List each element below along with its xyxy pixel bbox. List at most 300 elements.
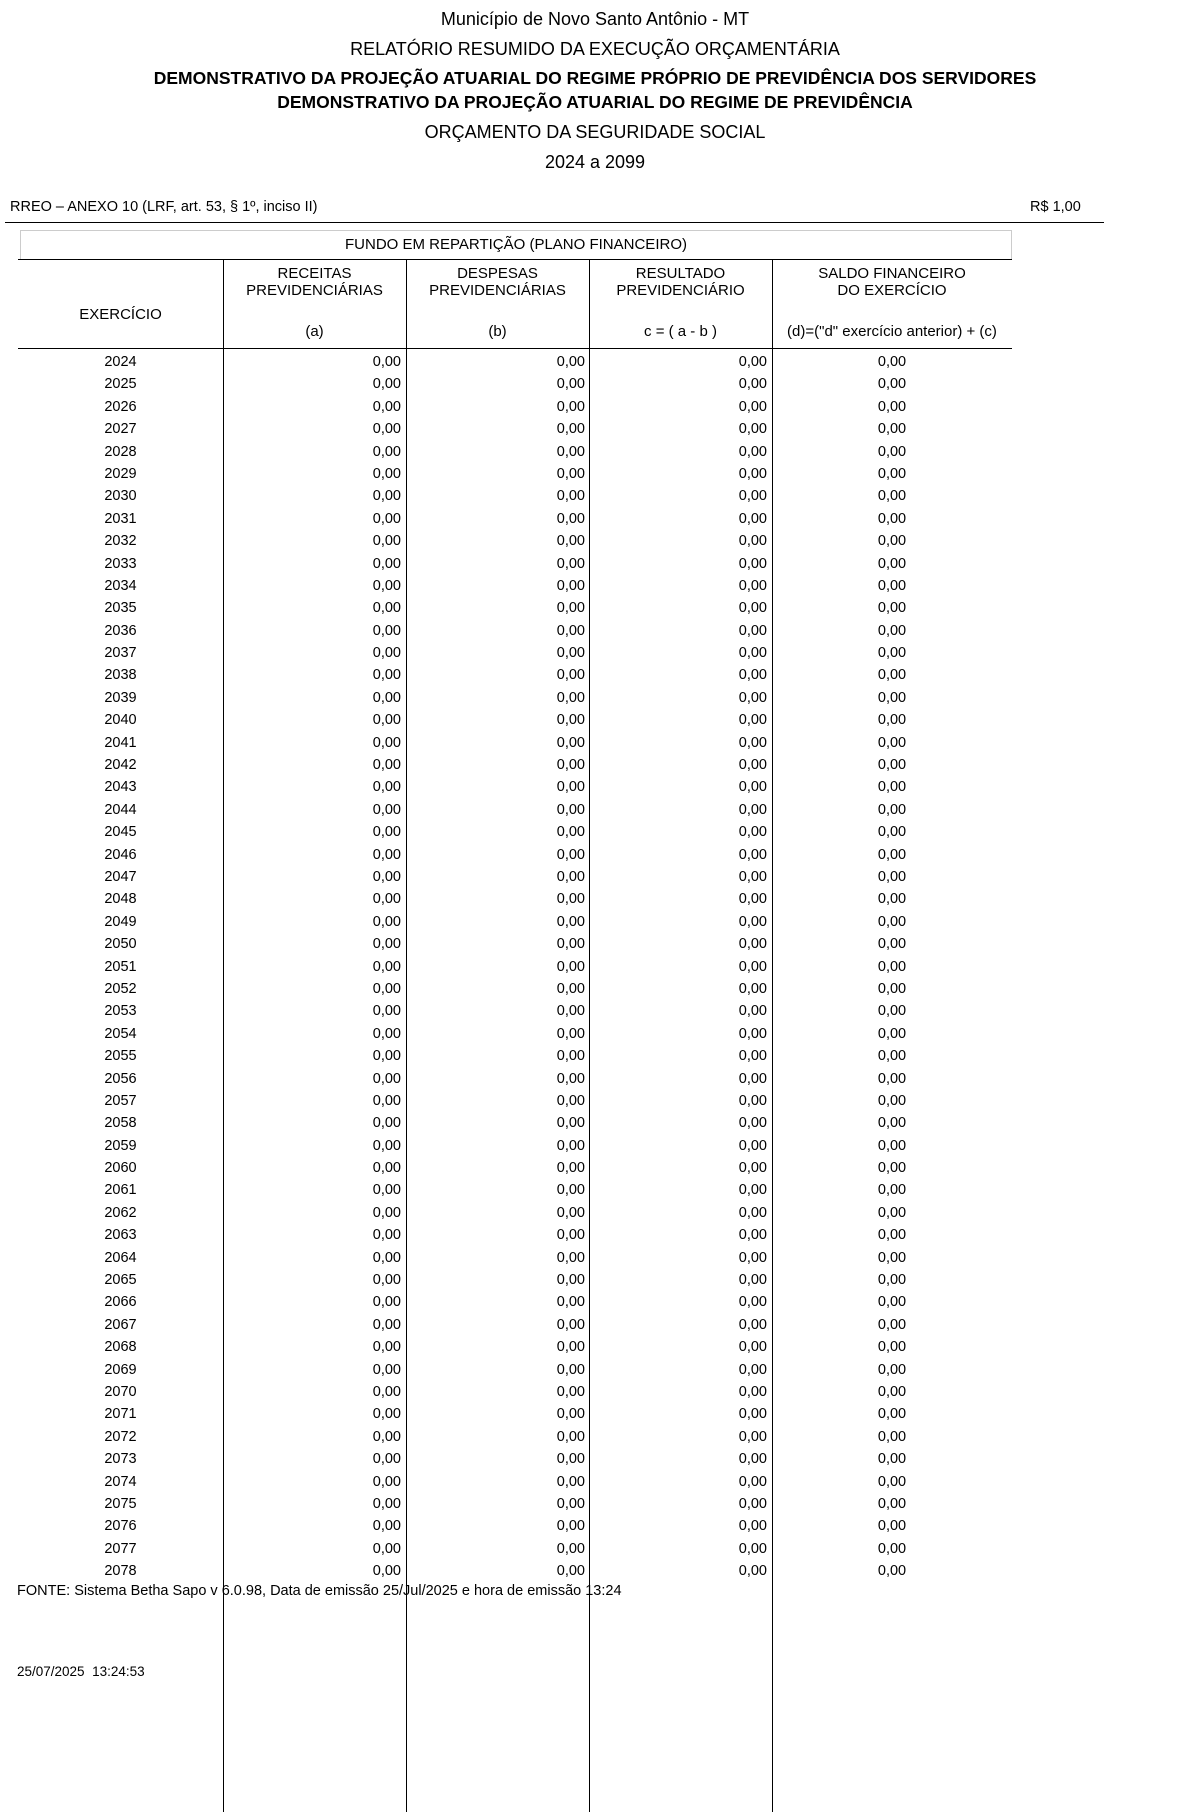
cell-despesas: 0,00: [556, 1540, 585, 1557]
cell-receitas: 0,00: [372, 1003, 401, 1020]
cell-exercicio: 2076: [104, 1518, 137, 1535]
table-header-bottom-line: [18, 348, 1012, 349]
table-row: [18, 1068, 1012, 1090]
table-row: [18, 821, 1012, 843]
col-header-despesas-l3: (b): [488, 323, 507, 340]
cell-resultado: 0,00: [738, 376, 767, 393]
cell-receitas: 0,00: [372, 398, 401, 415]
cell-saldo: 0,00: [877, 533, 907, 550]
cell-resultado: 0,00: [738, 354, 767, 370]
table-row: [18, 687, 1012, 709]
cell-exercicio: 2037: [104, 645, 137, 662]
cell-resultado: 0,00: [738, 1316, 767, 1333]
cell-receitas: 0,00: [372, 600, 401, 617]
cell-despesas: 0,00: [556, 757, 585, 774]
cell-resultado: 0,00: [738, 533, 767, 550]
col-header-saldo-l3: (d)=("d" exercício anterior) + (c): [787, 323, 997, 340]
cell-exercicio: 2059: [104, 1137, 137, 1154]
table-row: [18, 620, 1012, 642]
cell-saldo: 0,00: [877, 891, 907, 908]
col-header-saldo-l2: DO EXERCÍCIO: [837, 282, 947, 299]
table-row: [18, 485, 1012, 507]
cell-exercicio: 2038: [104, 667, 137, 684]
table-row: [18, 642, 1012, 664]
cell-resultado: 0,00: [738, 645, 767, 662]
cell-exercicio: 2048: [104, 891, 137, 908]
cell-exercicio: 2039: [104, 689, 137, 706]
cell-receitas: 0,00: [372, 801, 401, 818]
cell-saldo: 0,00: [877, 846, 907, 863]
cell-resultado: 0,00: [738, 757, 767, 774]
cell-exercicio: 2035: [104, 600, 137, 617]
cell-despesas: 0,00: [556, 868, 585, 885]
cell-receitas: 0,00: [372, 1473, 401, 1490]
cell-receitas: 0,00: [372, 1272, 401, 1289]
cell-saldo: 0,00: [877, 667, 907, 684]
table-row: [18, 553, 1012, 575]
cell-exercicio: 2025: [104, 376, 137, 393]
cell-saldo: 0,00: [877, 577, 907, 594]
cell-receitas: 0,00: [372, 936, 401, 953]
cell-receitas: 0,00: [372, 1070, 401, 1087]
cell-receitas: 0,00: [372, 1115, 401, 1132]
cell-resultado: 0,00: [738, 734, 767, 751]
cell-exercicio: 2047: [104, 868, 137, 885]
cell-resultado: 0,00: [738, 1048, 767, 1065]
cell-despesas: 0,00: [556, 645, 585, 662]
cell-exercicio: 2029: [104, 465, 137, 482]
table-row: [18, 575, 1012, 597]
cell-receitas: 0,00: [372, 1160, 401, 1177]
cell-receitas: 0,00: [372, 555, 401, 572]
cell-exercicio: 2056: [104, 1070, 137, 1087]
cell-resultado: 0,00: [738, 555, 767, 572]
cell-saldo: 0,00: [877, 779, 907, 796]
cell-despesas: 0,00: [556, 1563, 585, 1580]
cell-exercicio: 2078: [104, 1563, 137, 1580]
cell-saldo: 0,00: [877, 734, 907, 751]
header-divider: [5, 222, 1104, 223]
cell-receitas: 0,00: [372, 779, 401, 796]
table-row: [18, 978, 1012, 1000]
cell-despesas: 0,00: [556, 1204, 585, 1221]
cell-exercicio: 2052: [104, 980, 137, 997]
cell-receitas: 0,00: [372, 667, 401, 684]
cell-exercicio: 2044: [104, 801, 137, 818]
cell-saldo: 0,00: [877, 488, 907, 505]
table-row: [18, 373, 1012, 395]
cell-saldo: 0,00: [877, 1115, 907, 1132]
col-header-resultado-l1: RESULTADO: [635, 265, 726, 282]
cell-saldo: 0,00: [877, 1428, 907, 1445]
cell-despesas: 0,00: [556, 1137, 585, 1154]
cell-receitas: 0,00: [372, 913, 401, 930]
cell-despesas: 0,00: [556, 1249, 585, 1266]
cell-saldo: 0,00: [877, 1249, 907, 1266]
cell-resultado: 0,00: [738, 600, 767, 617]
cell-receitas: 0,00: [372, 1182, 401, 1199]
municipio-title: Município de Novo Santo Antônio - MT: [440, 9, 750, 29]
cell-saldo: 0,00: [877, 1361, 907, 1378]
cell-resultado: 0,00: [738, 1339, 767, 1356]
cell-saldo: 0,00: [877, 465, 907, 482]
cell-resultado: 0,00: [738, 1406, 767, 1423]
cell-resultado: 0,00: [738, 577, 767, 594]
cell-receitas: 0,00: [372, 488, 401, 505]
table-row: [18, 1112, 1012, 1134]
cell-exercicio: 2024: [104, 354, 137, 370]
cell-exercicio: 2040: [104, 712, 137, 729]
cell-saldo: 0,00: [877, 421, 907, 438]
cell-receitas: 0,00: [372, 1495, 401, 1512]
cell-resultado: 0,00: [738, 1361, 767, 1378]
cell-saldo: 0,00: [877, 1272, 907, 1289]
table-row: [18, 1359, 1012, 1381]
cell-despesas: 0,00: [556, 1025, 585, 1042]
cell-receitas: 0,00: [372, 1025, 401, 1042]
cell-exercicio: 2066: [104, 1294, 137, 1311]
cell-despesas: 0,00: [556, 1048, 585, 1065]
cell-exercicio: 2068: [104, 1339, 137, 1356]
cell-exercicio: 2036: [104, 622, 137, 639]
cell-saldo: 0,00: [877, 1070, 907, 1087]
cell-exercicio: 2032: [104, 533, 137, 550]
col-header-receitas-l1: RECEITAS: [277, 265, 352, 282]
cell-exercicio: 2062: [104, 1204, 137, 1221]
table-row: [18, 1381, 1012, 1403]
cell-resultado: 0,00: [738, 1518, 767, 1535]
cell-exercicio: 2072: [104, 1428, 137, 1445]
cell-despesas: 0,00: [556, 1182, 585, 1199]
cell-resultado: 0,00: [738, 667, 767, 684]
table-body: [18, 351, 1012, 1582]
cell-saldo: 0,00: [877, 913, 907, 930]
table-row: [18, 1090, 1012, 1112]
cell-despesas: 0,00: [556, 1361, 585, 1378]
demonstrativo-rpps-text: DEMONSTRATIVO DA PROJEÇÃO ATUARIAL DO REGIME PRÓPRIO DE PREVIDÊNCIA DOS SERVIDORES: [153, 68, 1037, 88]
cell-exercicio: 2057: [104, 1092, 137, 1109]
cell-resultado: 0,00: [738, 712, 767, 729]
cell-despesas: 0,00: [556, 712, 585, 729]
table-header-top-line: [18, 259, 1012, 260]
cell-receitas: 0,00: [372, 868, 401, 885]
cell-exercicio: 2049: [104, 913, 137, 930]
cell-exercicio: 2069: [104, 1361, 137, 1378]
cell-exercicio: 2075: [104, 1495, 137, 1512]
cell-despesas: 0,00: [556, 354, 585, 370]
cell-receitas: 0,00: [372, 846, 401, 863]
cell-receitas: 0,00: [372, 1361, 401, 1378]
cell-despesas: 0,00: [556, 488, 585, 505]
cell-despesas: 0,00: [556, 980, 585, 997]
cell-receitas: 0,00: [372, 1294, 401, 1311]
table-row: [18, 508, 1012, 530]
cell-resultado: 0,00: [738, 510, 767, 527]
demonstrativo-regime-title: DEMONSTRATIVO DA PROJEÇÃO ATUARIAL DO REGIME DE PREVIDÊNCIA: [277, 92, 913, 112]
cell-exercicio: 2042: [104, 757, 137, 774]
table-row: [18, 1179, 1012, 1201]
cell-exercicio: 2065: [104, 1272, 137, 1289]
table-row: [18, 1135, 1012, 1157]
cell-saldo: 0,00: [877, 1518, 907, 1535]
cell-resultado: 0,00: [738, 1540, 767, 1557]
cell-resultado: 0,00: [738, 1092, 767, 1109]
cell-exercicio: 2064: [104, 1249, 137, 1266]
table-row: [18, 1000, 1012, 1022]
cell-despesas: 0,00: [556, 1316, 585, 1333]
cell-resultado: 0,00: [738, 891, 767, 908]
cell-receitas: 0,00: [372, 1249, 401, 1266]
cell-saldo: 0,00: [877, 1092, 907, 1109]
cell-saldo: 0,00: [877, 1316, 907, 1333]
cell-exercicio: 2028: [104, 443, 137, 460]
cell-resultado: 0,00: [738, 801, 767, 818]
cell-resultado: 0,00: [738, 1563, 767, 1580]
cell-receitas: 0,00: [372, 645, 401, 662]
cell-receitas: 0,00: [372, 1048, 401, 1065]
cell-despesas: 0,00: [556, 1003, 585, 1020]
cell-receitas: 0,00: [372, 1339, 401, 1356]
cell-saldo: 0,00: [877, 1182, 907, 1199]
cell-resultado: 0,00: [738, 1204, 767, 1221]
emission-timestamp: 25/07/2025 13:24:53: [17, 1664, 145, 1679]
cell-receitas: 0,00: [372, 1383, 401, 1400]
cell-receitas: 0,00: [372, 1227, 401, 1244]
cell-saldo: 0,00: [877, 1406, 907, 1423]
cell-saldo: 0,00: [877, 1160, 907, 1177]
cell-exercicio: 2070: [104, 1383, 137, 1400]
cell-despesas: 0,00: [556, 958, 585, 975]
cell-exercicio: 2026: [104, 398, 137, 415]
cell-receitas: 0,00: [372, 465, 401, 482]
relatorio-title: RELATÓRIO RESUMIDO DA EXECUÇÃO ORÇAMENTÁRIA: [350, 39, 840, 59]
cell-saldo: 0,00: [877, 712, 907, 729]
cell-resultado: 0,00: [738, 846, 767, 863]
table-row: [18, 709, 1012, 731]
cell-despesas: 0,00: [556, 600, 585, 617]
cell-saldo: 0,00: [877, 510, 907, 527]
cell-receitas: 0,00: [372, 757, 401, 774]
col-header-despesas-l2: PREVIDENCIÁRIAS: [429, 282, 566, 299]
cell-receitas: 0,00: [372, 980, 401, 997]
table-row: [18, 463, 1012, 485]
cell-receitas: 0,00: [372, 421, 401, 438]
cell-exercicio: 2034: [104, 577, 137, 594]
cell-exercicio: 2071: [104, 1406, 137, 1423]
cell-receitas: 0,00: [372, 1540, 401, 1557]
cell-resultado: 0,00: [738, 1160, 767, 1177]
table-row: [18, 1269, 1012, 1291]
cell-receitas: 0,00: [372, 1451, 401, 1468]
cell-exercicio: 2073: [104, 1451, 137, 1468]
table-row: [18, 597, 1012, 619]
cell-exercicio: 2060: [104, 1160, 137, 1177]
cell-despesas: 0,00: [556, 1406, 585, 1423]
cell-despesas: 0,00: [556, 443, 585, 460]
cell-receitas: 0,00: [372, 689, 401, 706]
col-header-receitas-l2: PREVIDENCIÁRIAS: [246, 282, 383, 299]
col-header-despesas-l1: DESPESAS: [457, 265, 538, 282]
table-row: [18, 866, 1012, 888]
table-row: [18, 888, 1012, 910]
cell-despesas: 0,00: [556, 846, 585, 863]
cell-despesas: 0,00: [556, 913, 585, 930]
table-row: [18, 418, 1012, 440]
cell-resultado: 0,00: [738, 1272, 767, 1289]
cell-saldo: 0,00: [877, 980, 907, 997]
cell-resultado: 0,00: [738, 689, 767, 706]
col-header-resultado-l2: PREVIDENCIÁRIO: [616, 282, 745, 299]
cell-exercicio: 2046: [104, 846, 137, 863]
cell-saldo: 0,00: [877, 1294, 907, 1311]
cell-despesas: 0,00: [556, 824, 585, 841]
cell-resultado: 0,00: [738, 1115, 767, 1132]
table-row: [18, 1224, 1012, 1246]
table-row: [18, 933, 1012, 955]
fundo-header: FUNDO EM REPARTIÇÃO (PLANO FINANCEIRO): [20, 230, 1012, 260]
cell-exercicio: 2031: [104, 510, 137, 527]
cell-exercicio: 2054: [104, 1025, 137, 1042]
table-row: [18, 664, 1012, 686]
table-row: [18, 956, 1012, 978]
table-row: [18, 1045, 1012, 1067]
moeda-label: R$ 1,00: [1030, 199, 1081, 215]
cell-resultado: 0,00: [738, 1025, 767, 1042]
cell-despesas: 0,00: [556, 465, 585, 482]
cell-exercicio: 2061: [104, 1182, 137, 1199]
cell-despesas: 0,00: [556, 1115, 585, 1132]
cell-despesas: 0,00: [556, 667, 585, 684]
table-row: [18, 1493, 1012, 1515]
table-row: [18, 1471, 1012, 1493]
cell-exercicio: 2053: [104, 1003, 137, 1020]
cell-resultado: 0,00: [738, 465, 767, 482]
cell-resultado: 0,00: [738, 443, 767, 460]
cell-resultado: 0,00: [738, 1249, 767, 1266]
table-row: [18, 1202, 1012, 1224]
cell-receitas: 0,00: [372, 533, 401, 550]
table-row: [18, 844, 1012, 866]
cell-saldo: 0,00: [877, 689, 907, 706]
table-row: [18, 396, 1012, 418]
cell-resultado: 0,00: [738, 958, 767, 975]
cell-saldo: 0,00: [877, 868, 907, 885]
cell-saldo: 0,00: [877, 645, 907, 662]
cell-saldo: 0,00: [877, 1204, 907, 1221]
cell-receitas: 0,00: [372, 1137, 401, 1154]
cell-saldo: 0,00: [877, 1563, 907, 1580]
cell-exercicio: 2041: [104, 734, 137, 751]
cell-despesas: 0,00: [556, 779, 585, 796]
cell-saldo: 0,00: [877, 1339, 907, 1356]
cell-exercicio: 2063: [104, 1227, 137, 1244]
cell-saldo: 0,00: [877, 1451, 907, 1468]
cell-saldo: 0,00: [877, 1540, 907, 1557]
cell-resultado: 0,00: [738, 1495, 767, 1512]
cell-despesas: 0,00: [556, 1294, 585, 1311]
cell-exercicio: 2027: [104, 421, 137, 438]
cell-despesas: 0,00: [556, 1160, 585, 1177]
cell-receitas: 0,00: [372, 1316, 401, 1333]
cell-receitas: 0,00: [372, 1406, 401, 1423]
cell-despesas: 0,00: [556, 622, 585, 639]
cell-saldo: 0,00: [877, 354, 907, 370]
cell-exercicio: 2050: [104, 936, 137, 953]
cell-resultado: 0,00: [738, 1003, 767, 1020]
cell-resultado: 0,00: [738, 398, 767, 415]
cell-resultado: 0,00: [738, 1070, 767, 1087]
cell-saldo: 0,00: [877, 936, 907, 953]
cell-receitas: 0,00: [372, 443, 401, 460]
cell-despesas: 0,00: [556, 1272, 585, 1289]
table-row: [18, 1023, 1012, 1045]
anexo-label: RREO – ANEXO 10 (LRF, art. 53, § 1º, inciso II): [10, 199, 318, 215]
cell-receitas: 0,00: [372, 1518, 401, 1535]
cell-exercicio: 2058: [104, 1115, 137, 1132]
cell-despesas: 0,00: [556, 376, 585, 393]
table-row: [18, 1403, 1012, 1425]
fonte-footer: FONTE: Sistema Betha Sapo v 6.0.98, Data de emissão 25/Jul/2025 e hora de emissão 13:24: [17, 1583, 622, 1599]
cell-receitas: 0,00: [372, 712, 401, 729]
table-row: [18, 754, 1012, 776]
col-header-resultado-l3: c = ( a - b ): [644, 323, 717, 340]
table-row: [18, 1448, 1012, 1470]
cell-saldo: 0,00: [877, 1048, 907, 1065]
cell-despesas: 0,00: [556, 398, 585, 415]
cell-saldo: 0,00: [877, 398, 907, 415]
cell-saldo: 0,00: [877, 1137, 907, 1154]
cell-despesas: 0,00: [556, 936, 585, 953]
cell-receitas: 0,00: [372, 376, 401, 393]
cell-resultado: 0,00: [738, 1473, 767, 1490]
cell-receitas: 0,00: [372, 510, 401, 527]
cell-exercicio: 2030: [104, 488, 137, 505]
cell-saldo: 0,00: [877, 600, 907, 617]
table-row: [18, 799, 1012, 821]
cell-saldo: 0,00: [877, 824, 907, 841]
cell-resultado: 0,00: [738, 824, 767, 841]
table-row: [18, 1538, 1012, 1560]
cell-receitas: 0,00: [372, 354, 401, 370]
col-header-saldo-l1: SALDO FINANCEIRO: [818, 265, 966, 282]
cell-resultado: 0,00: [738, 913, 767, 930]
cell-resultado: 0,00: [738, 980, 767, 997]
cell-exercicio: 2077: [104, 1540, 137, 1557]
table-row: [18, 1291, 1012, 1313]
cell-despesas: 0,00: [556, 801, 585, 818]
cell-saldo: 0,00: [877, 1025, 907, 1042]
cell-receitas: 0,00: [372, 958, 401, 975]
table-row: [18, 1560, 1012, 1582]
cell-despesas: 0,00: [556, 891, 585, 908]
demonstrativo-rpps-title: [0, 68, 1190, 89]
cell-resultado: 0,00: [738, 1137, 767, 1154]
table-row: [18, 776, 1012, 798]
table-row: [18, 1157, 1012, 1179]
cell-saldo: 0,00: [877, 1495, 907, 1512]
table-row: [18, 1515, 1012, 1537]
cell-despesas: 0,00: [556, 1428, 585, 1445]
cell-despesas: 0,00: [556, 734, 585, 751]
cell-resultado: 0,00: [738, 1428, 767, 1445]
cell-despesas: 0,00: [556, 1092, 585, 1109]
cell-resultado: 0,00: [738, 421, 767, 438]
cell-resultado: 0,00: [738, 1294, 767, 1311]
table-row: [18, 1426, 1012, 1448]
table-row: [18, 1336, 1012, 1358]
cell-saldo: 0,00: [877, 1003, 907, 1020]
cell-receitas: 0,00: [372, 734, 401, 751]
